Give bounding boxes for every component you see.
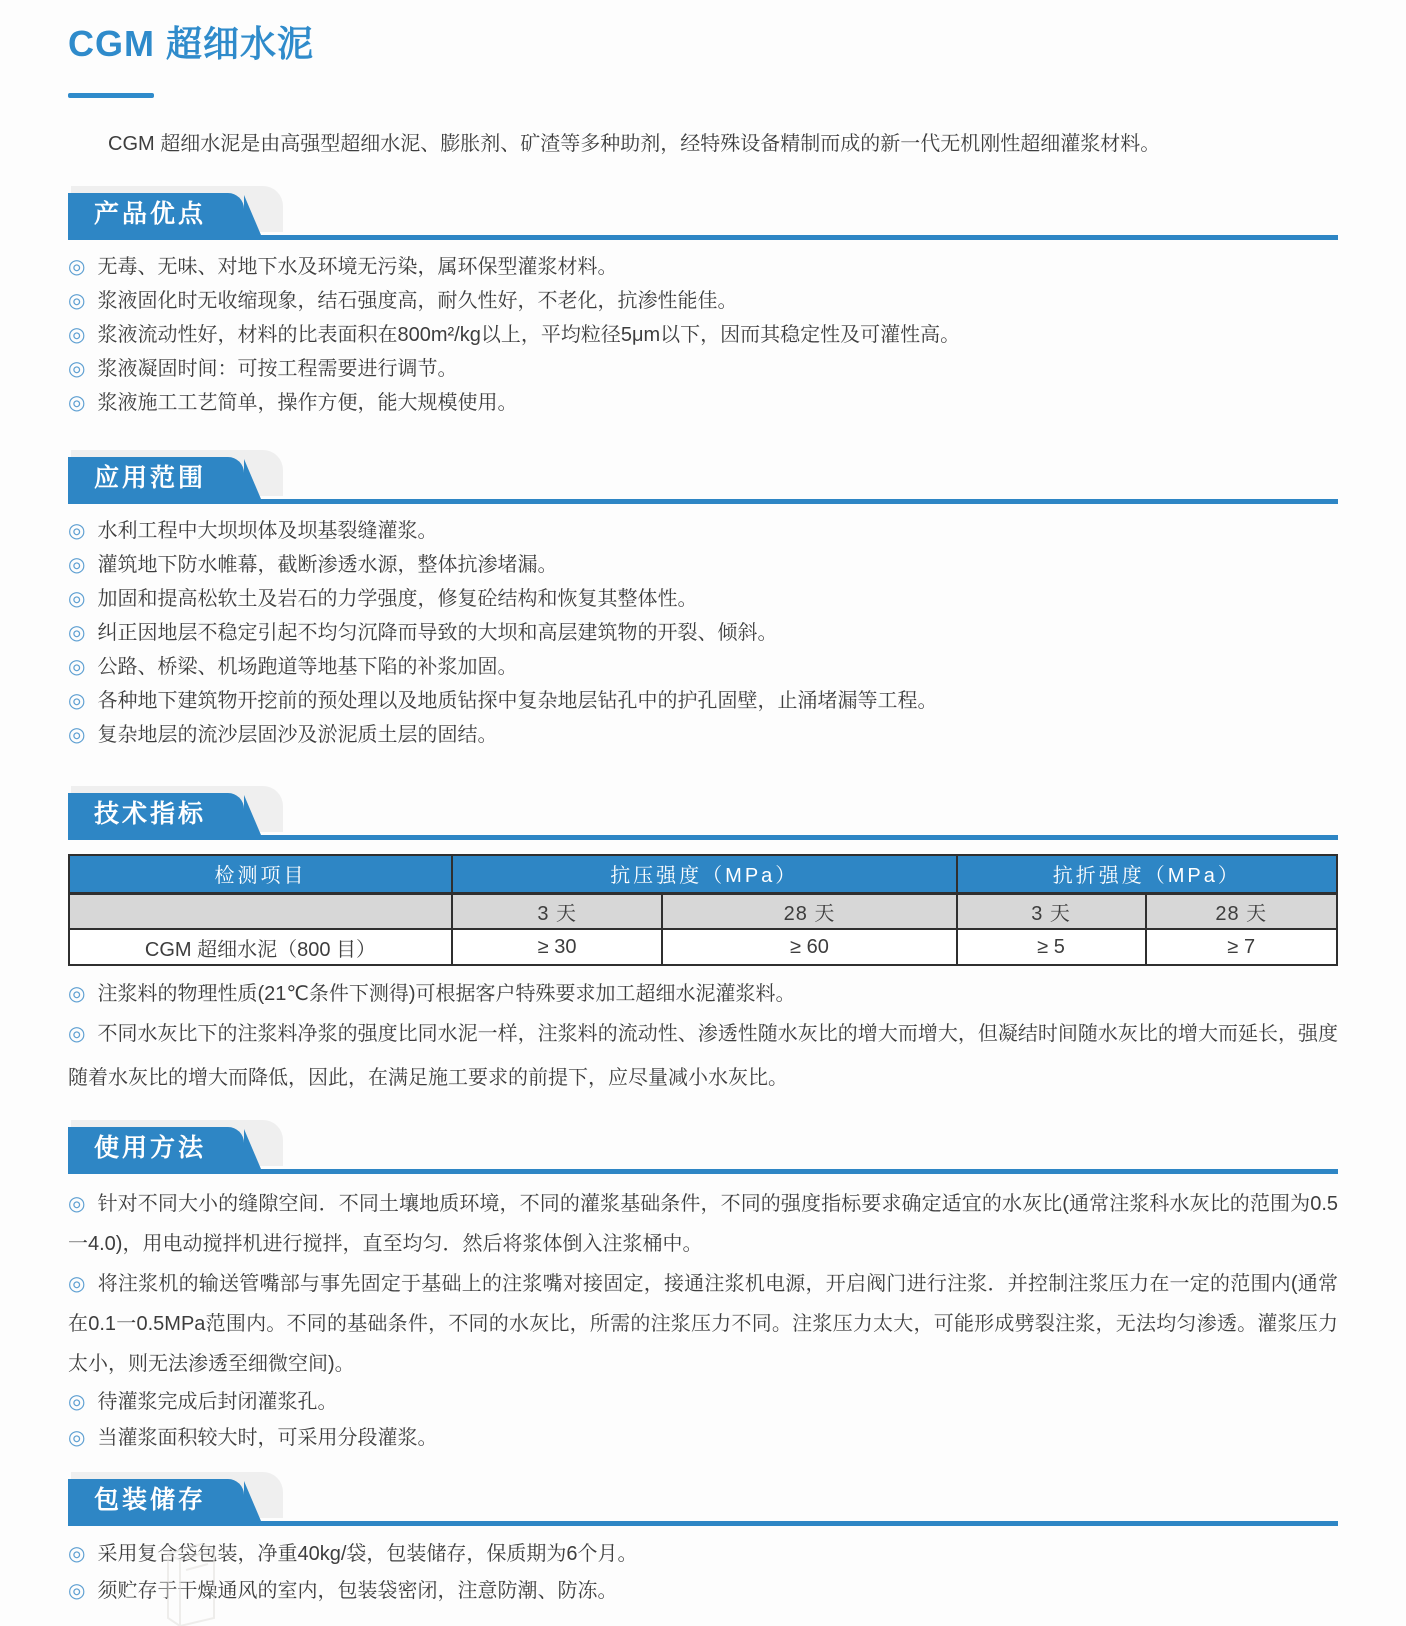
list-item-text: 各种地下建筑物开挖前的预处理以及地质钻探中复杂地层钻孔中的护孔固壁，止涌堵漏等工程。 [97,690,938,712]
section-header-advantages [68,186,1338,240]
section-tab-label: 技术指标 [68,793,244,835]
intro-paragraph: CGM 超细水泥是由高强型超细水泥、膨胀剂、矿渣等多种助剂，经特殊设备精制而成的新一代无机刚性超细灌浆材料。 [108,133,1161,155]
bullet-icon: ◎ [68,1543,86,1565]
list-item [68,582,1338,616]
bullet-icon: ◎ [68,358,86,380]
list-item-text: 当灌浆面积较大时，可采用分段灌浆。 [97,1427,438,1449]
usage-list [68,1184,1338,1456]
list-item-text: 纠正因地层不稳定引起不均匀沉降而导致的大坝和高层建筑物的开裂、倾斜。 [97,622,778,644]
list-item [68,250,1338,284]
table-subheader-row [69,893,1337,929]
list-item-text: 浆液固化时无收缩现象，结石强度高，耐久性好，不老化，抗渗性能佳。 [97,290,738,312]
list-item [68,1012,1338,1100]
bullet-icon: ◎ [68,290,86,312]
bullet-icon: ◎ [68,554,86,576]
section-rule [68,1169,1338,1174]
table-subheader-cell: 3 天 [452,893,662,929]
page-title: CGM 超细水泥 [68,23,314,64]
list-item [68,1264,1338,1384]
list-item [68,1420,1338,1456]
table-cell-value: ≥ 30 [452,929,662,965]
applications-list [68,514,1338,752]
list-item-text: 浆液凝固时间：可按工程需要进行调节。 [97,358,458,380]
section-tab-label: 使用方法 [68,1127,244,1169]
list-item-text: 浆液施工工艺简单，操作方便，能大规模使用。 [97,392,518,414]
table-cell-value: ≥ 5 [957,929,1146,965]
list-item [68,718,1338,752]
section-header-packaging [68,1472,1338,1526]
list-item [68,650,1338,684]
list-item-text: 无毒、无味、对地下水及环境无污染，属环保型灌浆材料。 [97,256,618,278]
list-item-text: 针对不同大小的缝隙空间．不同土壤地质环境，不同的灌浆基础条件，不同的强度指标要求确定适宜的水灰比(通常注浆科水灰比的范围为0.5一4.0)，用电动搅拌机进行搅拌，直至均匀．然后将浆体倒入注浆桶中。 [68,1193,1339,1255]
table-header-item: 检测项目 [69,855,452,893]
list-item [68,284,1338,318]
section-tab-label: 包装储存 [68,1479,244,1521]
table-subheader-cell: 3 天 [957,893,1146,929]
list-item [68,386,1338,420]
list-item-text: 将注浆机的输送管嘴部与事先固定于基础上的注浆嘴对接固定，接通注浆机电源，开启阀门进行注浆．并控制注浆压力在一定的范围内(通常在0.1一0.5MPa范围内。不同的基础条件，不同的水灰比，所需的注浆压力不同。注浆压力太大，可能形成劈裂注浆，无法均匀渗透。灌浆压力太小，则无法渗透至细微空间)。 [68,1273,1338,1375]
table-cell-product: CGM 超细水泥（800 目） [69,929,452,965]
section-header-specs [68,786,1338,840]
specs-notes [68,976,1338,1100]
bullet-icon: ◎ [68,622,86,644]
list-item-text: 不同水灰比下的注浆料净浆的强度比同水泥一样，注浆料的流动性、渗透性随水灰比的增大而增大，但凝结时间随水灰比的增大而延长，强度随着水灰比的增大而降低，因此，在满足施工要求的前提下，应尽量减小水灰比。 [68,1023,1339,1089]
list-item-text: 待灌浆完成后封闭灌浆孔。 [97,1391,338,1413]
bullet-icon: ◎ [68,724,86,746]
bullet-icon: ◎ [68,324,86,346]
table-subheader-cell: 28 天 [662,893,956,929]
advantages-list [68,250,1338,420]
table-header-flexural: 抗折强度（MPa） [957,855,1337,893]
bullet-icon: ◎ [68,656,86,678]
bullet-icon: ◎ [68,1391,86,1413]
bullet-icon: ◎ [68,1273,86,1295]
section-header-applications [68,450,1338,504]
section-tab-label: 产品优点 [68,193,244,235]
bullet-icon: ◎ [68,392,86,414]
list-item [68,352,1338,386]
section-rule [68,1521,1338,1526]
section-rule [68,499,1338,504]
title-underline [68,93,154,98]
bullet-icon: ◎ [68,1023,86,1045]
bullet-icon: ◎ [68,256,86,278]
list-item-text: 水利工程中大坝坝体及坝基裂缝灌浆。 [97,520,438,542]
table-header-row [69,855,1337,893]
list-item [68,1384,1338,1420]
list-item-text: 加固和提高松软土及岩石的力学强度，修复砼结构和恢复其整体性。 [97,588,698,610]
bullet-icon: ◎ [68,520,86,542]
section-rule [68,235,1338,240]
list-item-text: 公路、桥梁、机场跑道等地基下陷的补浆加固。 [97,656,518,678]
list-item-text: 注浆料的物理性质(21℃条件下测得)可根据客户特殊要求加工超细水泥灌浆料。 [97,983,796,1005]
list-item-text: 浆液流动性好，材料的比表面积在800m²/kg以上，平均粒径5μm以下，因而其稳定性及可灌性高。 [97,324,961,346]
table-subheader-empty [69,893,452,929]
list-item [68,548,1338,582]
list-item [68,318,1338,352]
bullet-icon: ◎ [68,983,86,1005]
list-item-text: 灌筑地下防水帷幕，截断渗透水源，整体抗渗堵漏。 [97,554,558,576]
table-subheader-cell: 28 天 [1146,893,1338,929]
list-item-text: 复杂地层的流沙层固沙及淤泥质土层的固结。 [97,724,498,746]
table-header-compressive: 抗压强度（MPa） [452,855,957,893]
section-tab-label: 应用范围 [68,457,244,499]
table-row [69,929,1337,965]
specs-table [68,854,1338,966]
bullet-icon: ◎ [68,690,86,712]
list-item-text: 须贮存于干燥通风的室内，包装袋密闭，注意防潮、防冻。 [97,1580,618,1602]
table-cell-value: ≥ 60 [662,929,956,965]
list-item-text: 采用复合袋包装，净重40kg/袋，包装储存，保质期为6个月。 [97,1543,638,1565]
list-item [68,684,1338,718]
bullet-icon: ◎ [68,1427,86,1449]
list-item [68,976,1338,1012]
list-item [68,616,1338,650]
section-rule [68,835,1338,840]
table-cell-value: ≥ 7 [1146,929,1338,965]
section-header-usage [68,1120,1338,1174]
list-item [68,1184,1338,1264]
list-item [68,514,1338,548]
bullet-icon: ◎ [68,1580,86,1602]
bullet-icon: ◎ [68,1193,86,1215]
bullet-icon: ◎ [68,588,86,610]
cement-bag-watermark-icon [140,1536,260,1626]
